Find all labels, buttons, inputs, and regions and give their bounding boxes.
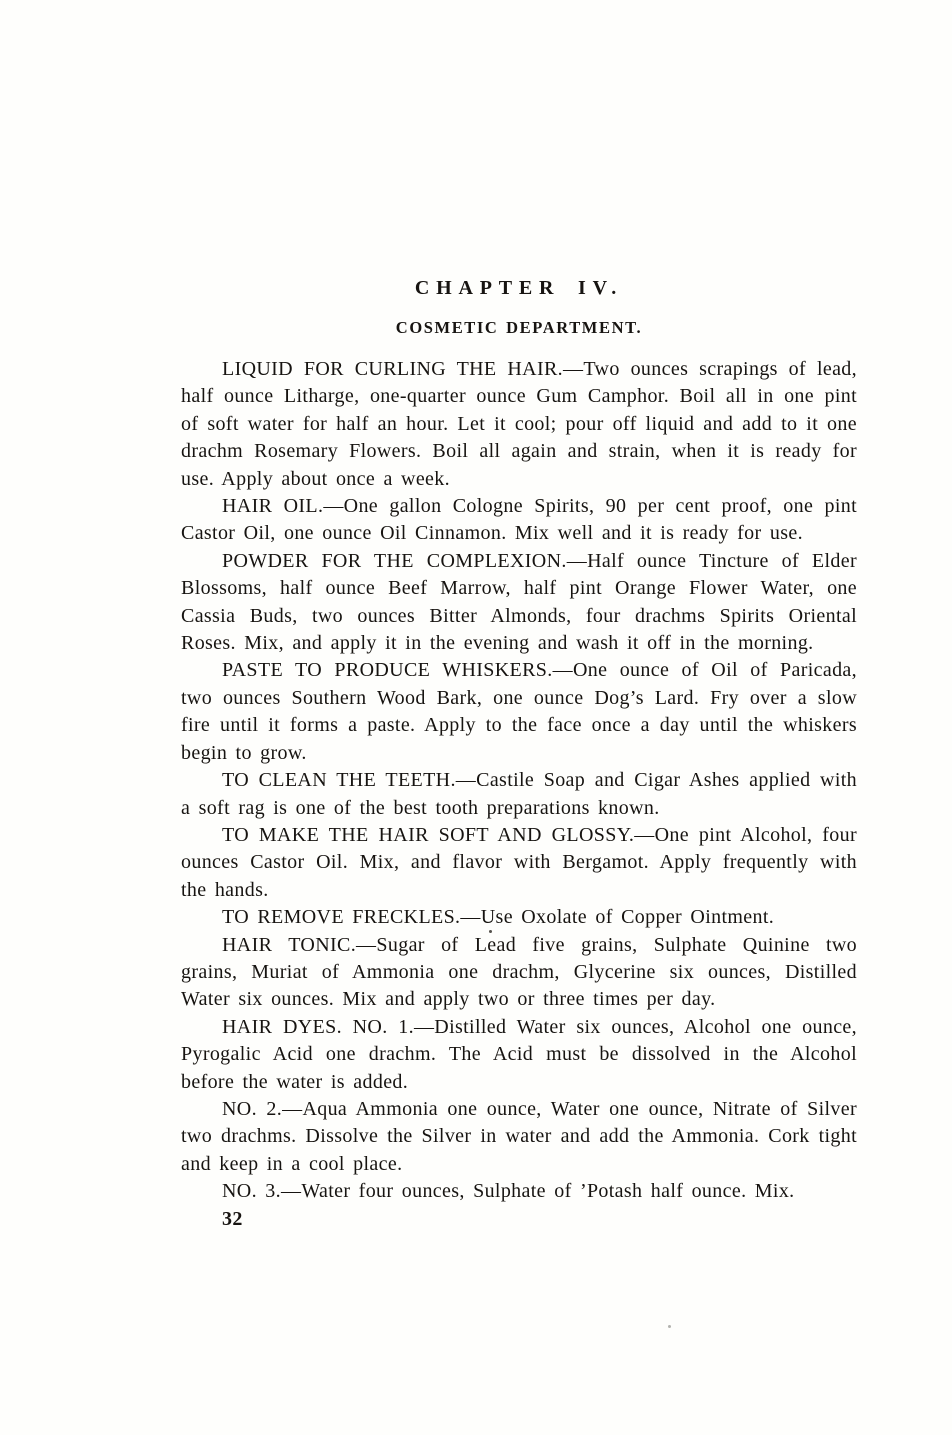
recipe-paragraph: HAIR OIL.—One gallon Cologne Spirits, 90 per cent proof, one pint Castor Oil, one ounce Oil Cinnamon. Mix well and it is ready for use. [181,495,857,545]
recipe-paragraph: NO. 3.—Water four ounces, Sulphate of ’Potash half ounce. Mix. [222,1180,795,1203]
chapter-heading: CHAPTER IV. [414,277,624,299]
recipe-paragraph: PASTE TO PRODUCE WHISKERS.—One ounce of Oil of Paricada, two ounces Southern Wood Bark, one ounce Dog’s Lard. Fry over a slow fire until it forms a paste. Apply to the face once a day until the whiskers begin to grow. [181,659,857,764]
text-column [181,0,857,1233]
scan-speck [489,930,492,933]
scan-speck [668,1325,671,1328]
recipe-paragraph: TO CLEAN THE TEETH.—Castile Soap and Cigar Ashes applied with a soft rag is one of the best tooth preparations known. [181,769,857,819]
recipe-paragraph: NO. 2.—Aqua Ammonia one ounce, Water one ounce, Nitrate of Silver two drachms. Dissolve the Silver in water and add the Ammonia. Cork tight and keep in a cool place. [181,1097,857,1175]
recipe-paragraph: LIQUID FOR CURLING THE HAIR.—Two ounces scrapings of lead, half ounce Litharge, one-quarter ounce Gum Camphor. Boil all in one pint of soft water for half an hour. Let it cool; pour off liquid and add to it one drachm Rosemary Flowers. Boil all again and strain, when it is ready for use. Apply about once a week. [181,358,857,490]
recipe-paragraph: HAIR DYES. NO. 1.—Distilled Water six ounces, Alcohol one ounce, Pyrogalic Acid one drachm. The Acid must be dissolved in the Alcohol before the water is added. [181,1015,857,1093]
body-text [181,356,857,1233]
page-number: 32 [222,1207,243,1230]
recipe-paragraph: TO REMOVE FRECKLES.—Use Oxolate of Copper Ointment. [222,906,775,929]
section-heading: COSMETIC DEPARTMENT. [395,318,643,337]
recipe-paragraph: TO MAKE THE HAIR SOFT AND GLOSSY.—One pint Alcohol, four ounces Castor Oil. Mix, and flavor with Bergamot. Apply frequently with the hands. [181,823,857,901]
recipe-paragraph: HAIR TONIC.—Sugar of Lead five grains, Sulphate Quinine two grains, Muriat of Ammonia one drachm, Glycerine six ounces, Distilled Water six ounces. Mix and apply two or three times per day. [181,933,857,1011]
recipe-paragraph: POWDER FOR THE COMPLEXION.—Half ounce Tincture of Elder Blossoms, half ounce Beef Marrow, half pint Orange Flower Water, one Cassia Buds, two ounces Bitter Almonds, four drachms Spirits Oriental Roses. Mix, and apply it in the evening and wash it off in the morning. [181,549,857,655]
